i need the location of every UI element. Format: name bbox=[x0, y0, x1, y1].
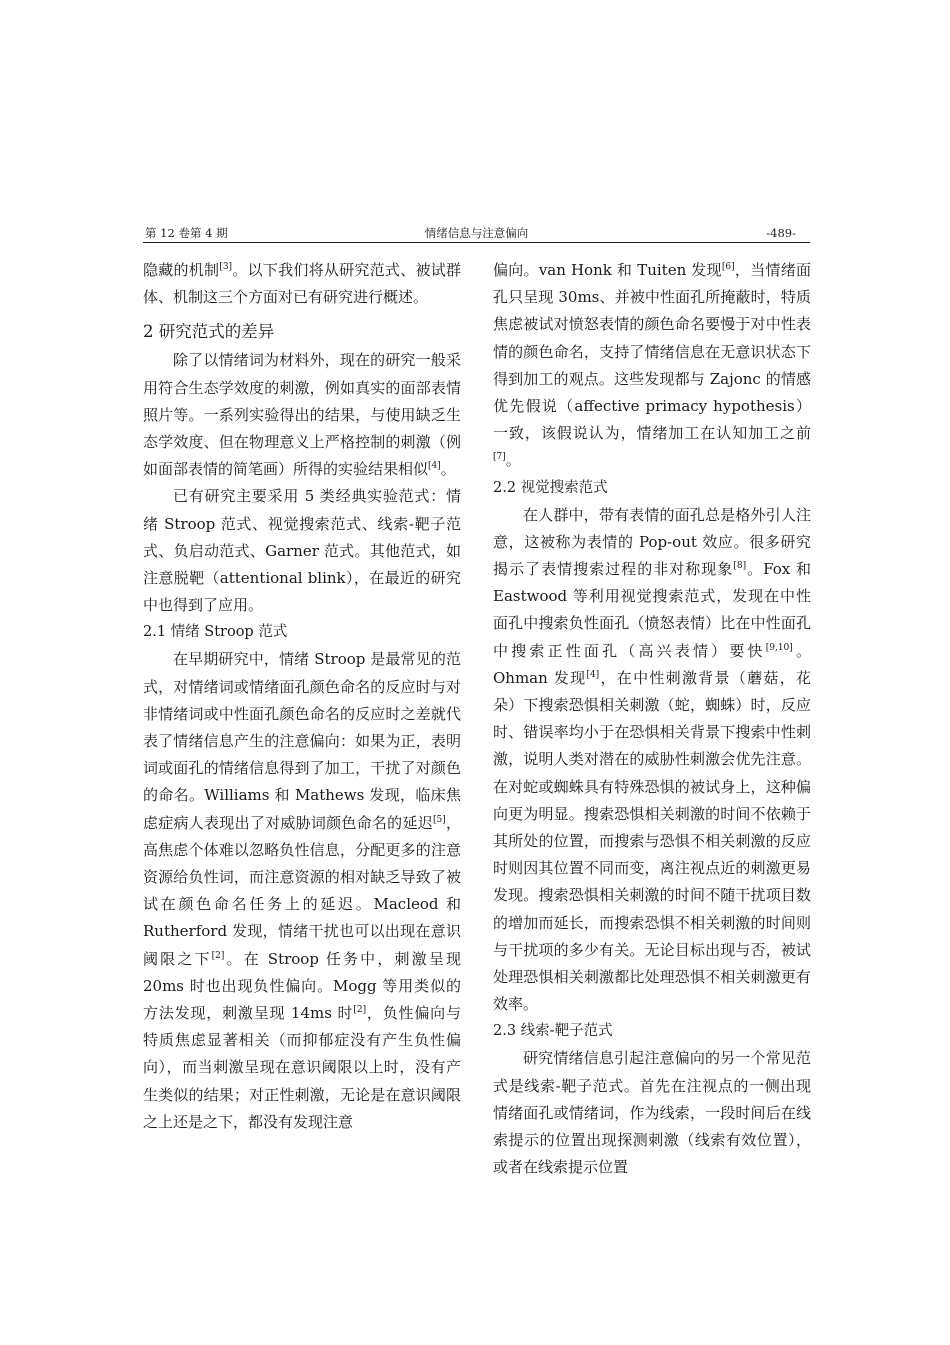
paragraph: 研究情绪信息引起注意偏向的另一个常见范式是线索-靶子范式。首先在注视点的一侧出现情绪面孔或情绪词，作为线索，一段时间后在线索提示的位置出现探测刺激（线索有效位置），或者在线索提示位置 bbox=[493, 1049, 811, 1177]
citation: [4] bbox=[586, 669, 600, 680]
section-heading: 2 研究范式的差异 bbox=[143, 322, 275, 342]
header-title: 情绪信息与注意偏向 bbox=[424, 226, 529, 240]
citation: [3] bbox=[219, 262, 233, 272]
header-page-number: -489- bbox=[766, 226, 796, 240]
subsection-heading: 2.3 线索-靶子范式 bbox=[493, 1023, 613, 1040]
subsection-heading: 2.2 视觉搜索范式 bbox=[493, 479, 608, 496]
subsection-heading: 2.1 情绪 Stroop 范式 bbox=[143, 624, 288, 641]
running-header bbox=[143, 225, 810, 243]
paragraph: 已有研究主要采用 5 类经典实验范式：情绪 Stroop 范式、视觉搜索范式、线索-靶子范式、负启动范式、Garner 范式。其他范式，如注意脱靶（attentional blink），在最近的研究中也得到了应用。 bbox=[143, 487, 461, 615]
citation: [2] bbox=[353, 1005, 367, 1016]
paragraph: 在早期研究中，情绪 Stroop 是最常见的范式，对情绪词或情绪面孔颜色命名的反应时与对非情绪词或中性面孔颜色命名的反应时之差就代表了情绪信息产生的注意偏向：如果为正，表明词或面孔的情绪信息得到了加工，干扰了对颜色的命名。Williams 和 Mathews 发现，临床焦虑症病人表现出了对威胁词颜色命名的延迟[5]，高焦虑个体难以忽略负性信息，分配更多的注意资源给负性词，而注意资源的相对缺乏导致了被试在颜色命名任务上的延迟。Macleod 和 Rutherford 发现，情绪干扰也可以出现在意识阈限之下[2]。在 Stroop 任务中，刺激呈现 20ms 时也出现负性偏向。Mogg 等用类似的方法发现，刺激呈现 14ms 时[2]，负性偏向与特质焦虑显著相关（而抑郁症没有产生负性偏向），而当刺激呈现在意识阈限以上时，没有产生类似的结果；对正性刺激，无论是在意识阈限之上还是之下，都没有发现注意 bbox=[143, 650, 461, 1131]
citation: [7] bbox=[493, 452, 506, 463]
citation: [9,10] bbox=[765, 642, 793, 653]
left-column bbox=[143, 257, 461, 1136]
citation: [8] bbox=[733, 561, 747, 572]
paragraph: 除了以情绪词为材料外，现在的研究一般采用符合生态学效度的刺激，例如真实的面部表情照片等。一系列实验得出的结果，与使用缺乏生态学效度、但在物理意义上严格控制的刺激（例如面部表情的简笔画）所得的实验结果相似[4]。 bbox=[143, 351, 461, 479]
paragraph: 偏向。van Honk 和 Tuiten 发现[6]，当情绪面孔只呈现 30ms、并被中性面孔所掩蔽时，特质焦虑被试对愤怒表情的颜色命名要慢于对中性表情的颜色命名，支持了情绪信息在无意识状态下得到加工的观点。这些发现都与 Zajonc 的情感优先假说（affective primacy hypothesis）一致，该假说认为，情绪加工在认知加工之前[7]。 bbox=[493, 261, 811, 470]
right-column bbox=[493, 257, 811, 1182]
paragraph: 隐藏的机制[3]。以下我们将从研究范式、被试群体、机制这三个方面对已有研究进行概述。 bbox=[143, 261, 461, 307]
paragraph: 在人群中，带有表情的面孔总是格外引人注意，这被称为表情的 Pop-out 效应。很多研究揭示了表情搜索过程的非对称现象[8]。Fox 和 Eastwood 等利用视觉搜索范式，发现在中性面孔中搜索负性面孔（愤怒表情）比在中性面孔中搜索正性面孔（高兴表情）要快[9,10]。Ohman 发现[4]，在中性刺激背景（蘑菇，花朵）下搜索恐惧相关刺激（蛇，蜘蛛）时，反应时、错误率均小于在恐惧相关背景下搜索中性刺激，说明人类对潜在的威胁性刺激会优先注意。在对蛇或蜘蛛具有特殊恐惧的被试身上，这种偏向更为明显。搜索恐惧相关刺激的时间不依赖于其所处的位置，而搜索与恐惧不相关刺激的反应时则因其位置不同而变，离注视点近的刺激更易发现。搜索恐惧相关刺激的时间不随干扰项目数的增加而延长，而搜索恐惧不相关刺激的时间则与干扰项的多少有关。无论目标出现与否，被试处理恐惧相关刺激都比处理恐惧不相关刺激更有效率。 bbox=[493, 505, 811, 1014]
citation: [6] bbox=[721, 262, 735, 272]
citation: [5] bbox=[432, 814, 446, 825]
citation: [4] bbox=[428, 461, 441, 472]
citation: [2] bbox=[211, 950, 225, 961]
header-volume-issue: 第 12 卷第 4 期 bbox=[145, 226, 228, 240]
